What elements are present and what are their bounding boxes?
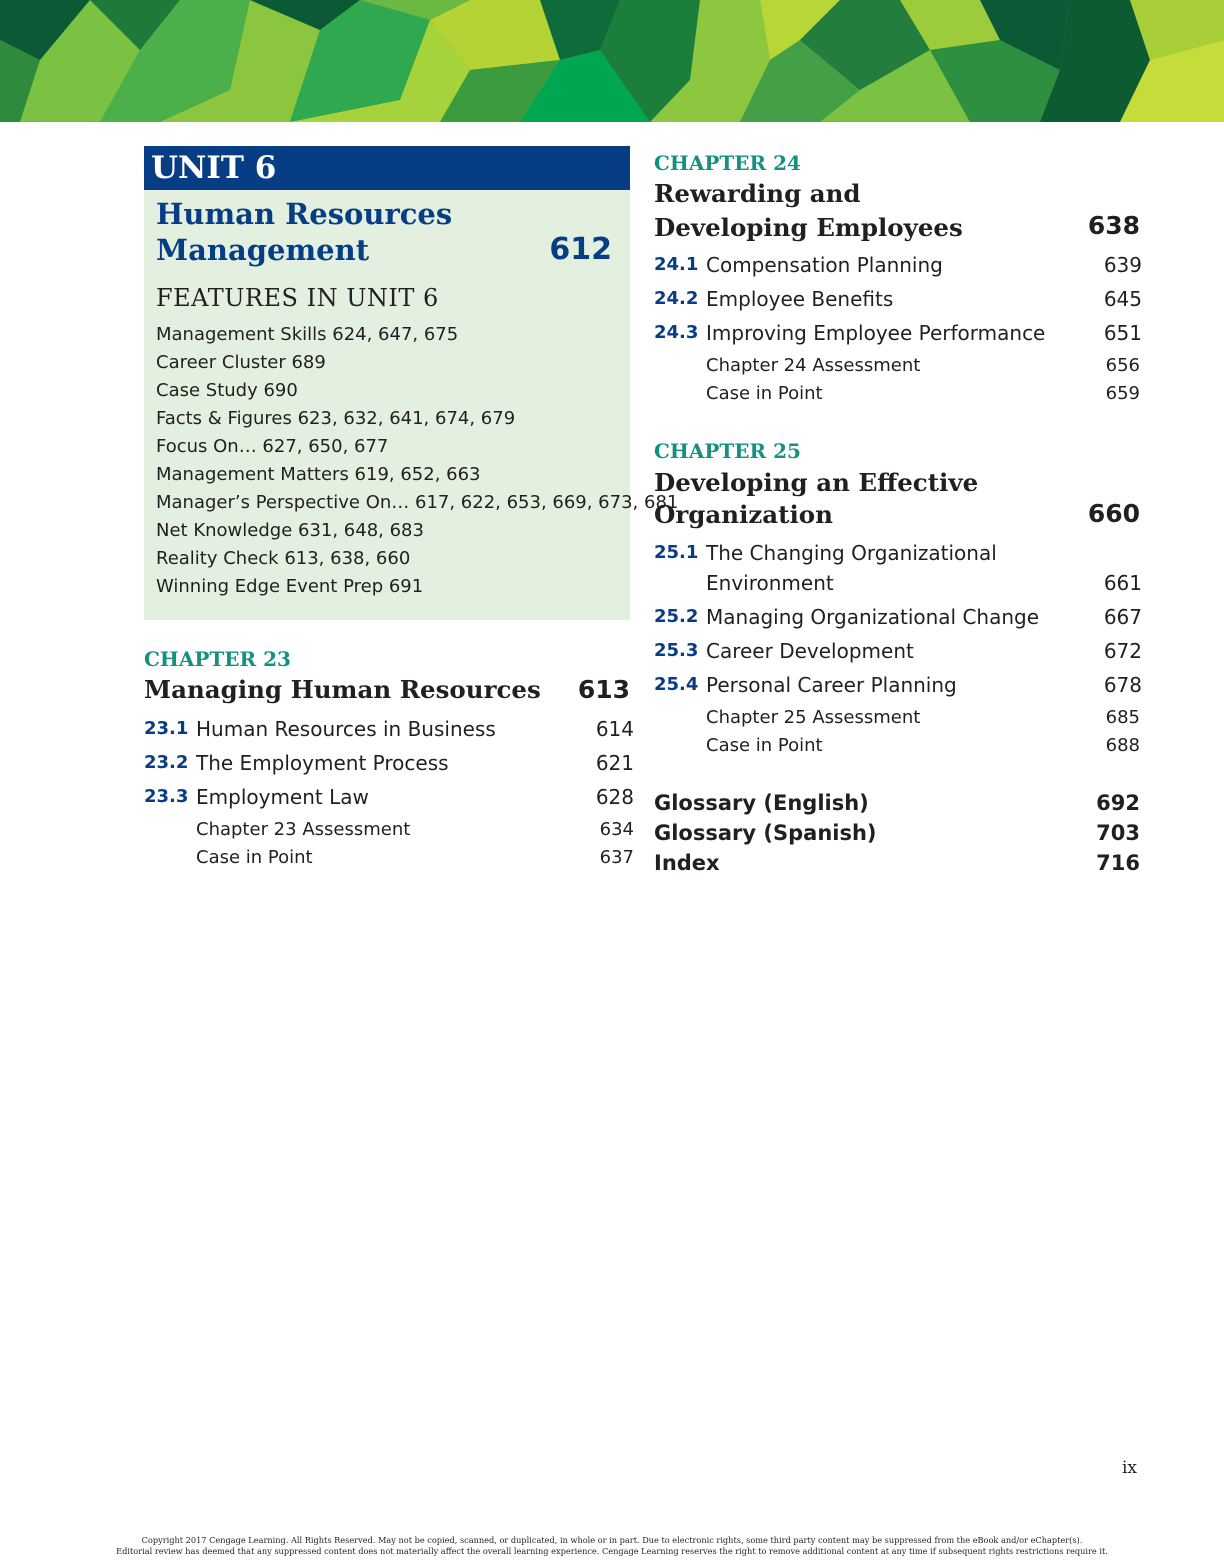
chapter-25-title[interactable]: [654, 467, 978, 531]
chapter-25-label: CHAPTER 25: [654, 439, 801, 463]
extra-title: Case in Point: [196, 847, 313, 868]
extra-title: Case in Point: [706, 383, 823, 404]
extra-page: 634: [599, 819, 634, 840]
section-page: 667: [1103, 605, 1142, 629]
back-matter-title: Glossary (English): [654, 791, 869, 815]
section-page: 672: [1103, 639, 1142, 663]
feature-item: Facts & Figures 623, 632, 641, 674, 679: [156, 408, 516, 429]
chapter-24-page: 638: [1087, 211, 1140, 240]
extra-title: Chapter 24 Assessment: [706, 355, 921, 376]
section-title: Human Resources in Business: [196, 717, 496, 741]
section-number: 23.1: [144, 718, 189, 739]
geometric-banner-graphic: [0, 0, 1224, 122]
feature-item: Winning Edge Event Prep 691: [156, 576, 424, 597]
extra-page: 656: [1105, 355, 1140, 376]
extra-page: 637: [599, 847, 634, 868]
chapter-24-title-line-1: Rewarding and: [654, 179, 861, 208]
section-number: 23.2: [144, 752, 189, 773]
section-title: Employment Law: [196, 785, 369, 809]
copyright-notice: [0, 1535, 1224, 1557]
section-number: 25.1: [654, 542, 699, 563]
section-page: 645: [1103, 287, 1142, 311]
header-banner: [0, 0, 1224, 122]
chapter-25-title-line-1: Developing an Effective: [654, 468, 979, 497]
section-page: 639: [1103, 253, 1142, 277]
section-title: Improving Employee Performance: [706, 321, 1046, 345]
section-title: The Changing Organizational: [706, 541, 997, 565]
copyright-line-2: Editorial review has deemed that any suppressed content does not materially affect the overall learning experience. Cengage Learning reserves the right to remove additional content at any time if subsequent rights restrictions require it.: [116, 1546, 1108, 1556]
back-matter-page: 703: [1096, 821, 1140, 845]
back-matter-title: Index: [654, 851, 720, 875]
chapter-23-title[interactable]: Managing Human Resources: [144, 675, 541, 704]
section-title-continued: Environment: [706, 571, 834, 595]
section-title: Employee Benefits: [706, 287, 894, 311]
toc-glossary-english[interactable]: [654, 788, 1140, 818]
unit-heading: UNIT 6: [144, 146, 630, 190]
feature-item: Management Matters 619, 652, 663: [156, 464, 481, 485]
toc-section-25-1[interactable]: [654, 538, 1142, 602]
extra-title: Chapter 23 Assessment: [196, 819, 411, 840]
section-page: 628: [595, 785, 634, 809]
extra-page: 688: [1105, 735, 1140, 756]
section-number: 25.2: [654, 606, 699, 627]
chapter-23-page: 613: [577, 675, 630, 704]
section-title: Compensation Planning: [706, 253, 943, 277]
section-title: The Employment Process: [196, 751, 449, 775]
back-matter-page: 692: [1096, 791, 1140, 815]
feature-item: Management Skills 624, 647, 675: [156, 324, 459, 345]
features-heading: FEATURES IN UNIT 6: [156, 284, 439, 312]
back-matter-page: 716: [1096, 851, 1140, 875]
toc-glossary-spanish[interactable]: [654, 818, 1140, 848]
feature-item: Career Cluster 689: [156, 352, 326, 373]
features-list: [156, 321, 678, 601]
section-page: 661: [1103, 571, 1142, 595]
unit-title[interactable]: [156, 196, 612, 268]
section-number: 24.3: [654, 322, 699, 343]
back-matter-title: Glossary (Spanish): [654, 821, 877, 845]
chapter-24-title-line-2: Developing Employees: [654, 213, 963, 242]
page-folio: ix: [1122, 1458, 1138, 1478]
feature-item: Manager’s Perspective On… 617, 622, 653, 669, 673, 681: [156, 492, 679, 513]
chapter-24-label: CHAPTER 24: [654, 151, 801, 175]
extra-page: 659: [1105, 383, 1140, 404]
section-title: Personal Career Planning: [706, 673, 957, 697]
section-page: 651: [1103, 321, 1142, 345]
section-number: 25.4: [654, 674, 699, 695]
section-page: 614: [595, 717, 634, 741]
unit-title-line-1: Human Resources: [156, 197, 453, 231]
section-number: 24.2: [654, 288, 699, 309]
feature-item: Focus On… 627, 650, 677: [156, 436, 389, 457]
chapter-25-page: 660: [1087, 499, 1140, 528]
section-number: 23.3: [144, 786, 189, 807]
section-title: Career Development: [706, 639, 914, 663]
feature-item: Reality Check 613, 638, 660: [156, 548, 411, 569]
chapter-24-title[interactable]: [654, 178, 963, 244]
extra-title: Case in Point: [706, 735, 823, 756]
chapter-25-title-line-2: Organization: [654, 500, 833, 529]
feature-item: Case Study 690: [156, 380, 298, 401]
feature-item: Net Knowledge 631, 648, 683: [156, 520, 424, 541]
extra-page: 685: [1105, 707, 1140, 728]
toc-index[interactable]: [654, 848, 1140, 878]
unit-page-number: 612: [549, 232, 612, 267]
section-number: 25.3: [654, 640, 699, 661]
unit-title-line-2: Management: [156, 233, 370, 267]
chapter-23-label: CHAPTER 23: [144, 647, 291, 671]
section-page: 621: [595, 751, 634, 775]
section-number: 24.1: [654, 254, 699, 275]
extra-title: Chapter 25 Assessment: [706, 707, 921, 728]
section-title: Managing Organizational Change: [706, 605, 1040, 629]
section-page: 678: [1103, 673, 1142, 697]
copyright-line-1: Copyright 2017 Cengage Learning. All Rights Reserved. May not be copied, scanned, or duplicated, in whole or in part. Due to electronic rights, some third party content may be suppressed from the eBook and/or eChapter(s).: [141, 1535, 1083, 1545]
